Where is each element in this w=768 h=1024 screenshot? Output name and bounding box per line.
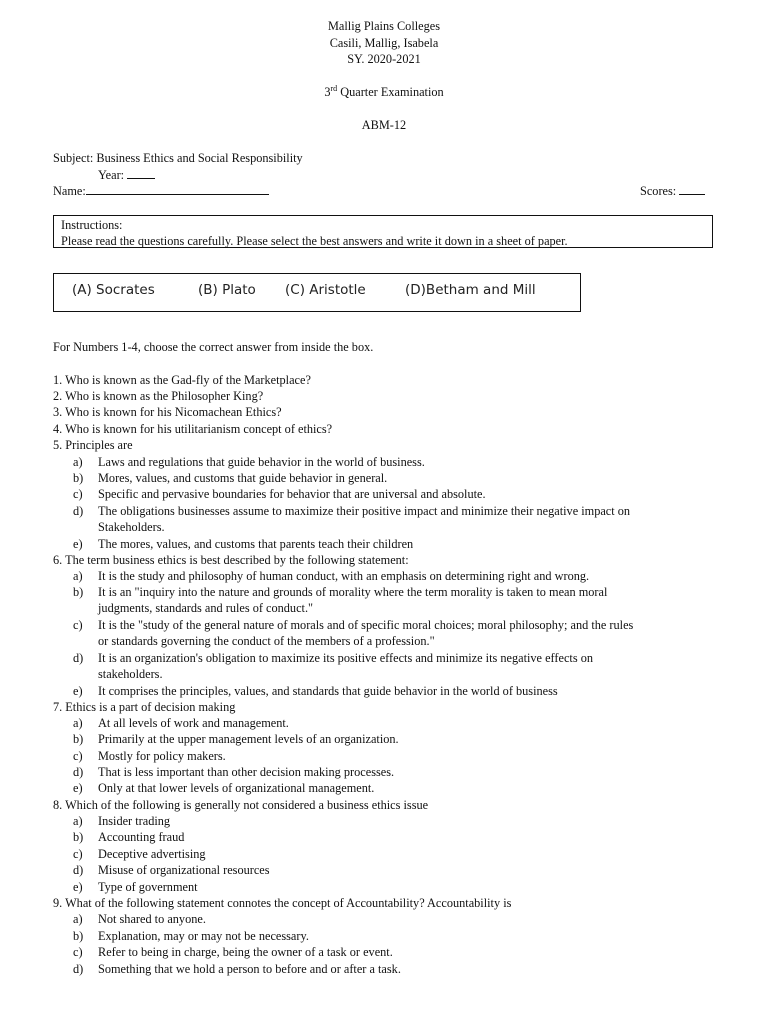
q9-option-d: d) Something that we hold a person to before and or after a task. <box>73 962 401 976</box>
q8-option-c: c) Deceptive advertising <box>73 847 206 861</box>
answer-choices-box <box>53 273 581 312</box>
q7-option-b: b) Primarily at the upper management levels of an organization. <box>73 732 399 746</box>
instructions-box <box>53 215 713 248</box>
directions-text: For Numbers 1-4, choose the correct answer from inside the box. <box>53 340 374 354</box>
question-4: 4. Who is known for his utilitarianism concept of ethics? <box>53 422 333 436</box>
q5-option-b: b) Mores, values, and customs that guide behavior in general. <box>73 471 388 485</box>
question-6: 6. The term business ethics is best described by the following statement: <box>53 553 409 567</box>
school-year: SY. 2020-2021 <box>347 52 421 66</box>
name-field: Name: <box>53 182 269 199</box>
question-7: 7. Ethics is a part of decision making <box>53 700 236 714</box>
choice-c: (C) Aristotle <box>285 282 366 298</box>
question-5: 5. Principles are <box>53 438 133 452</box>
q6-option-b-cont: judgments, standards and rules of conduct." <box>98 601 314 615</box>
q6-option-b: b) It is an "inquiry into the nature and grounds of morality where the term morality is taken to mean moral <box>73 585 608 599</box>
q5-option-d: d) The obligations businesses assume to maximize their positive impact and minimize their negative impact on <box>73 504 631 518</box>
question-1: 1. Who is known as the Gad-fly of the Marketplace? <box>53 373 311 387</box>
scores-blank <box>679 182 705 195</box>
question-3: 3. Who is known for his Nicomachean Ethics? <box>53 405 282 419</box>
q6-option-d: d) It is an organization's obligation to maximize its positive effects and minimize its negative effects on <box>73 651 593 665</box>
choice-d: (D)Betham and Mill <box>405 282 536 298</box>
question-2: 2. Who is known as the Philosopher King? <box>53 389 264 403</box>
q5-option-c: c) Specific and pervasive boundaries for behavior that are universal and absolute. <box>73 487 486 501</box>
q5-option-d-cont: Stakeholders. <box>98 520 165 534</box>
q7-option-d: d) That is less important than other decision making processes. <box>73 765 395 779</box>
q6-option-c: c) It is the "study of the general nature of morals and of specific moral choices; moral philosophy; and the rules <box>73 618 634 632</box>
q6-option-d-cont: stakeholders. <box>98 667 163 681</box>
q6-option-e: e) It comprises the principles, values, and standards that guide behavior in the world of business <box>73 684 558 698</box>
q6-option-c-cont: or standards governing the conduct of the members of a profession." <box>98 634 435 648</box>
question-9: 9. What of the following statement connotes the concept of Accountability? Accountability is <box>53 896 512 910</box>
q5-option-e: e) The mores, values, and customs that parents teach their children <box>73 537 414 551</box>
q7-option-e: e) Only at that lower levels of organizational management. <box>73 781 375 795</box>
instructions-text: Please read the questions carefully. Please select the best answers and write it down in a sheet of paper. <box>61 234 568 249</box>
q8-option-d: d) Misuse of organizational resources <box>73 863 270 877</box>
exam-title: 3rd Quarter Examination <box>324 83 444 99</box>
year-blank <box>127 166 155 179</box>
q5-option-a: a) Laws and regulations that guide behavior in the world of business. <box>73 455 425 469</box>
subject-line: Subject: Business Ethics and Social Responsibility <box>53 151 303 165</box>
name-blank <box>86 182 269 195</box>
q6-option-a: a) It is the study and philosophy of human conduct, with an emphasis on determining right and wrong. <box>73 569 590 583</box>
q8-option-a: a) Insider trading <box>73 814 171 828</box>
scores-field: Scores: <box>640 182 705 199</box>
section-label: ABM-12 <box>361 118 407 132</box>
school-address: Casili, Mallig, Isabela <box>329 36 439 50</box>
q8-option-b: b) Accounting fraud <box>73 830 185 844</box>
year-field: Year: <box>98 166 155 183</box>
q9-option-b: b) Explanation, may or may not be necessary. <box>73 929 309 943</box>
q9-option-c: c) Refer to being in charge, being the owner of a task or event. <box>73 945 393 959</box>
q7-option-c: c) Mostly for policy makers. <box>73 749 226 763</box>
question-8: 8. Which of the following is generally not considered a business ethics issue <box>53 798 429 812</box>
instructions-title: Instructions: <box>61 218 123 232</box>
school-name: Mallig Plains Colleges <box>327 19 441 33</box>
q7-option-a: a) At all levels of work and management. <box>73 716 289 730</box>
choice-a: (A) Socrates <box>72 282 155 298</box>
q9-option-a: a) Not shared to anyone. <box>73 912 206 926</box>
choice-b: (B) Plato <box>198 282 256 298</box>
q8-option-e: e) Type of government <box>73 880 198 894</box>
